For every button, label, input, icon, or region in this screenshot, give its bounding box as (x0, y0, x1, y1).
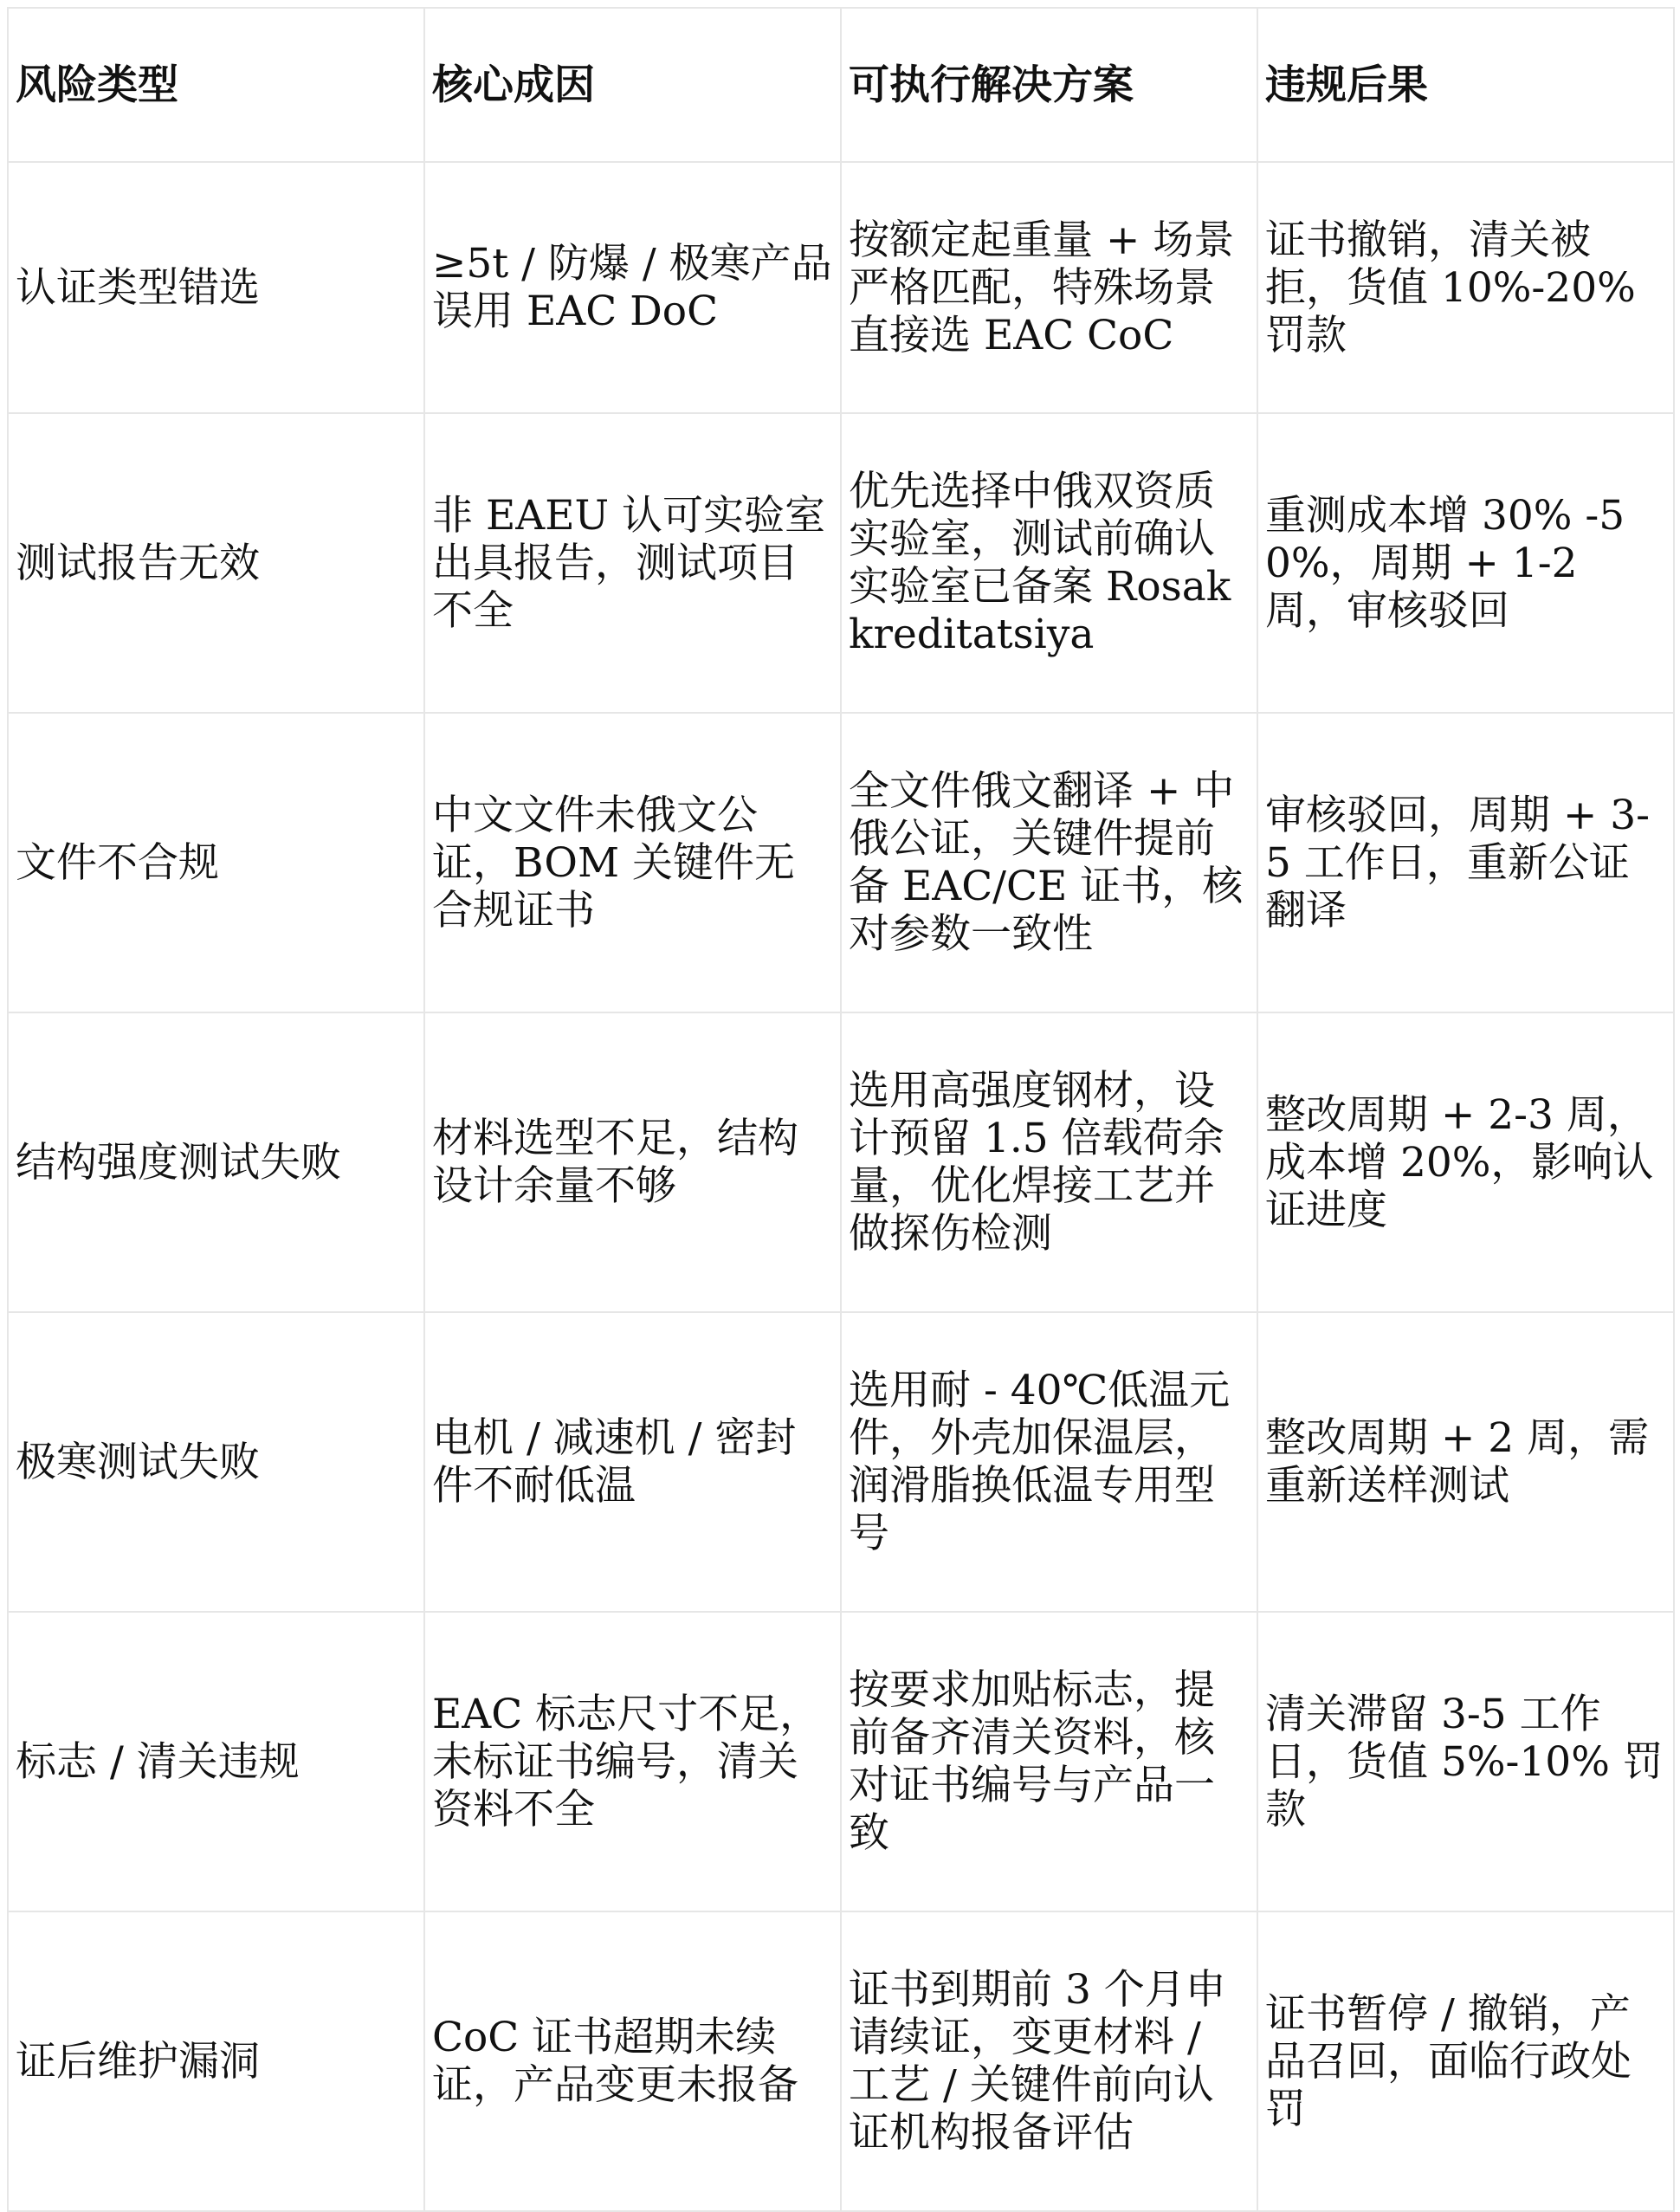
header-solution: 可执行解决方案 (841, 8, 1257, 162)
table-header-row (8, 8, 1674, 162)
consequence-cell: 整改周期 + 2-3 周，成本增 20%，影响认证进度 (1257, 1012, 1674, 1312)
cause-cell: 材料选型不足，结构设计余量不够 (424, 1012, 841, 1312)
consequence-cell: 重测成本增 30% -50%，周期 + 1-2 周，审核驳回 (1257, 413, 1674, 713)
solution-cell: 选用高强度钢材，设计预留 1.5 倍载荷余量，优化焊接工艺并做探伤检测 (841, 1012, 1257, 1312)
cause-cell: CoC 证书超期未续证，产品变更未报备 (424, 1911, 841, 2211)
consequence-cell: 证书撤销，清关被拒，货值 10%-20% 罚款 (1257, 162, 1674, 413)
risk-type-cell: 认证类型错选 (8, 162, 424, 413)
solution-cell: 按额定起重量 + 场景严格匹配，特殊场景直接选 EAC CoC (841, 162, 1257, 413)
cause-cell: 电机 / 减速机 / 密封件不耐低温 (424, 1312, 841, 1612)
table-row (8, 1012, 1674, 1312)
table-row (8, 1911, 1674, 2211)
header-core-cause: 核心成因 (424, 8, 841, 162)
risk-type-cell: 证后维护漏洞 (8, 1911, 424, 2211)
cause-cell: 中文文件未俄文公证，BOM 关键件无合规证书 (424, 713, 841, 1012)
consequence-cell: 清关滞留 3-5 工作日，货值 5%-10% 罚款 (1257, 1612, 1674, 1911)
risk-type-cell: 极寒测试失败 (8, 1312, 424, 1612)
risk-type-cell: 标志 / 清关违规 (8, 1612, 424, 1911)
table-row (8, 413, 1674, 713)
table-row (8, 1312, 1674, 1612)
solution-cell: 证书到期前 3 个月申请续证，变更材料 / 工艺 / 关键件前向认证机构报备评估 (841, 1911, 1257, 2211)
table-row (8, 1612, 1674, 1911)
cause-cell: EAC 标志尺寸不足，未标证书编号，清关资料不全 (424, 1612, 841, 1911)
risk-table (7, 7, 1675, 2212)
risk-type-cell: 文件不合规 (8, 713, 424, 1012)
consequence-cell: 整改周期 + 2 周，需重新送样测试 (1257, 1312, 1674, 1612)
consequence-cell: 审核驳回，周期 + 3-5 工作日，重新公证翻译 (1257, 713, 1674, 1012)
consequence-cell: 证书暂停 / 撤销，产品召回，面临行政处罚 (1257, 1911, 1674, 2211)
table-row (8, 162, 1674, 413)
solution-cell: 按要求加贴标志，提前备齐清关资料，核对证书编号与产品一致 (841, 1612, 1257, 1911)
cause-cell: ≥5t / 防爆 / 极寒产品误用 EAC DoC (424, 162, 841, 413)
header-risk-type: 风险类型 (8, 8, 424, 162)
risk-type-cell: 结构强度测试失败 (8, 1012, 424, 1312)
solution-cell: 选用耐 - 40℃低温元件，外壳加保温层，润滑脂换低温专用型号 (841, 1312, 1257, 1612)
header-consequence: 违规后果 (1257, 8, 1674, 162)
risk-type-cell: 测试报告无效 (8, 413, 424, 713)
cause-cell: 非 EAEU 认可实验室出具报告，测试项目不全 (424, 413, 841, 713)
solution-cell: 优先选择中俄双资质实验室，测试前确认实验室已备案 Rosakkreditatsiya (841, 413, 1257, 713)
solution-cell: 全文件俄文翻译 + 中俄公证，关键件提前备 EAC/CE 证书，核对参数一致性 (841, 713, 1257, 1012)
table-row (8, 713, 1674, 1012)
